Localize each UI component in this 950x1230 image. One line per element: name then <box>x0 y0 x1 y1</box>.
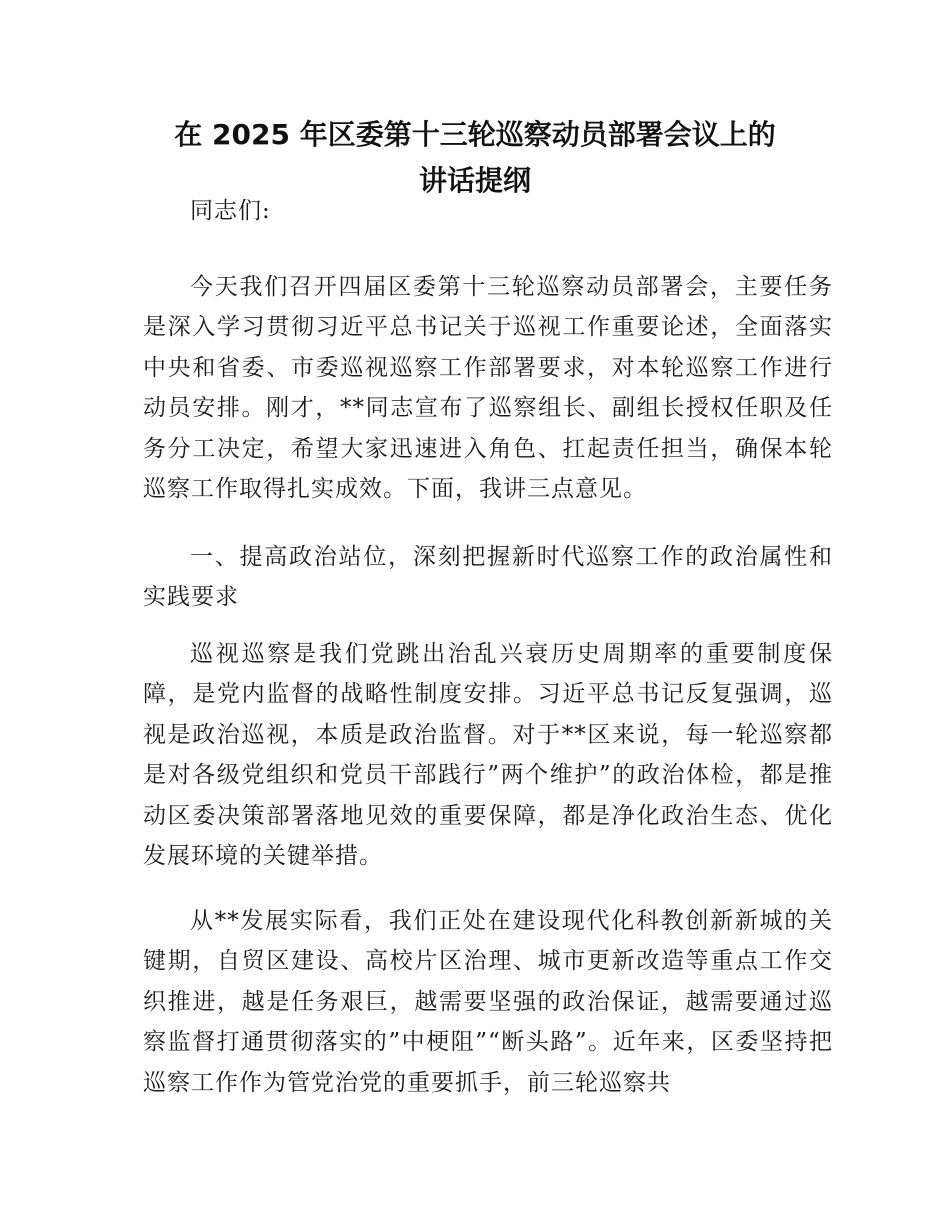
section-heading-1: 一、提高政治站位，深刻把握新时代巡察工作的政治属性和实践要求 <box>143 544 833 611</box>
paragraph-development-context: 从**发展实际看，我们正处在建设现代化科教创新新城的关键期，自贸区建设、高校片区治理、城市更新改造等重点工作交织推进，越是任务艰巨，越需要坚强的政治保证，越需要通过巡察监督打通贯彻落实的”中梗阻”“断头路”。近年来，区委坚持把巡察工作作为管党治党的重要抓手，前三轮巡察共 <box>143 908 833 1096</box>
paragraph-intro: 今天我们召开四届区委第十三轮巡察动员部署会，主要任务是深入学习贯彻习近平总书记关于巡视工作重要论述，全面落实中央和省委、市委巡视巡察工作部署要求，对本轮巡察工作进行动员安排。刚才，**同志宣布了巡察组长、副组长授权任职及任务分工决定，希望大家迅速进入角色、扛起责任担当，确保本轮巡察工作取得扎实成效。下面，我讲三点意见。 <box>143 274 833 503</box>
title-line-2: 讲话提纲 <box>418 164 531 197</box>
paragraph-political-attribute: 巡视巡察是我们党跳出治乱兴衰历史周期率的重要制度保障，是党内监督的战略性制度安排。习近平总书记反复强调，巡视是政治巡视，本质是政治监督。对于**区来说，每一轮巡察都是对各级党组织和党员干部践行”两个维护”的政治体检，都是推动区委决策部署落地见效的重要保障，都是净化政治生态、优化发展环境的关键举措。 <box>143 641 833 870</box>
salutation: 同志们: <box>190 198 271 224</box>
title-line-1: 在 2025 年区委第十三轮巡察动员部署会议上的 <box>174 118 776 151</box>
